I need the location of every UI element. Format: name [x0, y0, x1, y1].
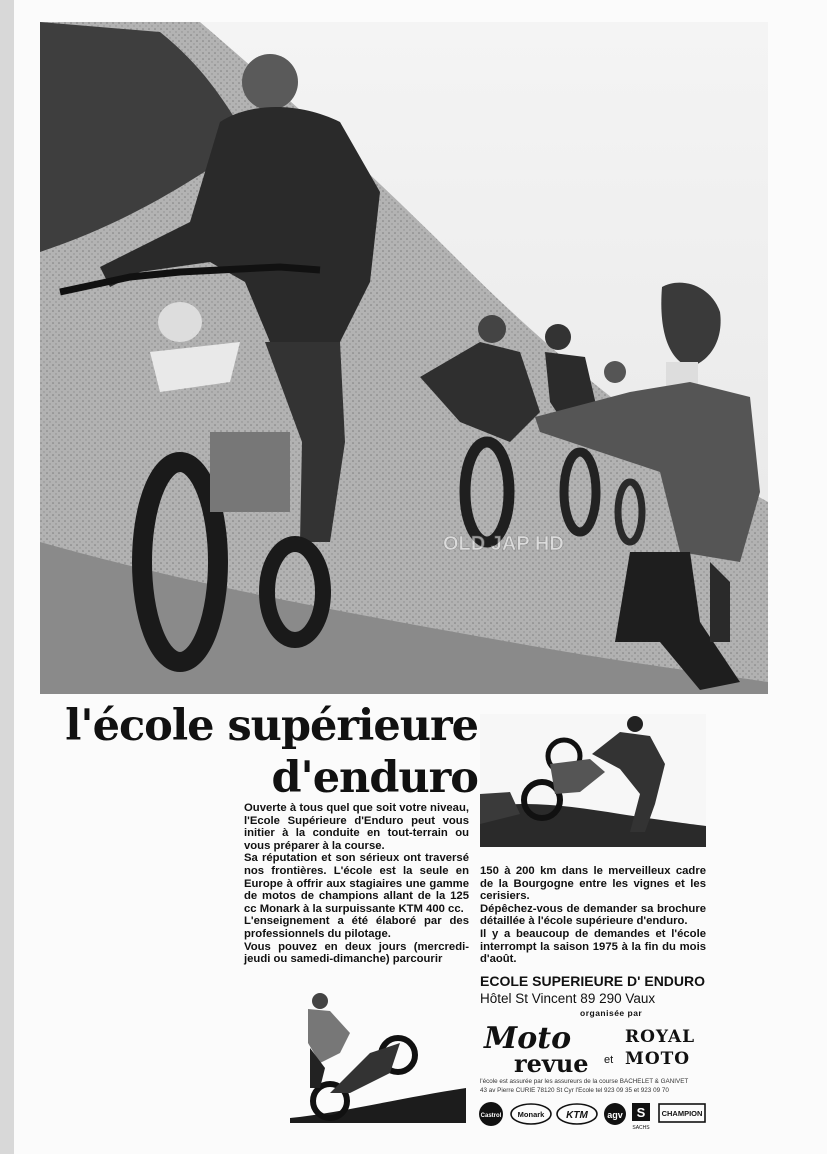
headline-line-2: d'enduro	[271, 753, 478, 803]
svg-text:agv: agv	[607, 1110, 623, 1120]
svg-text:OLD JAP HD: OLD JAP HD	[443, 533, 564, 555]
champion-logo	[659, 1104, 705, 1122]
paragraph: 150 à 200 km dans le merveilleux cadre de la Bourgogne entre les vignes et les cerisiers.	[480, 865, 706, 903]
sachs-logo	[632, 1103, 650, 1130]
royal-moto-logo	[625, 1026, 695, 1070]
sponsor-logos	[479, 1100, 707, 1130]
castrol-logo	[479, 1102, 503, 1126]
fine-print-line-1: l'école est assurée par les assureurs de la course BACHELET & GANIVET	[480, 1078, 689, 1085]
agv-logo	[604, 1103, 626, 1125]
main-photo-enduro-riders	[40, 22, 768, 694]
svg-text:KTM: KTM	[566, 1110, 588, 1121]
svg-text:revue: revue	[514, 1049, 589, 1078]
svg-text:Monark: Monark	[517, 1110, 545, 1119]
paragraph: L'enseignement a été élaboré par des professionnels du pilotage.	[244, 915, 469, 940]
photo-rider-mound	[480, 714, 706, 847]
headline	[38, 700, 478, 804]
paragraph: Vous pouvez en deux jours (mercredi-jeudi ou samedi-dimanche) parcourir	[244, 940, 469, 966]
svg-text:CHAMPION: CHAMPION	[661, 1109, 703, 1118]
royal-label: ROYAL	[625, 1027, 696, 1047]
school-address: Hôtel St Vincent 89 290 Vaux	[480, 991, 656, 1006]
and-label: et	[604, 1054, 614, 1066]
svg-text:Castrol: Castrol	[480, 1113, 502, 1119]
paragraph: Sa réputation et son sérieux ont traversé nos frontières. L'école est la seule en Europe à offrir aux stagiaires une gamme de motos de champions allant de la 125 cc Monark à la surpuissante KTM 400 cc.	[244, 852, 469, 915]
royal-moto-label: MOTO	[625, 1049, 691, 1069]
insurance-fine-print	[480, 1077, 710, 1095]
school-name: ECOLE SUPERIEURE D' ENDURO	[480, 973, 706, 989]
photo-wheelie-rider	[290, 993, 466, 1123]
body-text-right-column	[480, 865, 706, 966]
paragraph: Il y a beaucoup de demandes et l'école interrompt la saison 1975 à la fin du mois d'août.	[480, 927, 706, 966]
watermark-logo	[443, 533, 564, 555]
svg-text:SACHS: SACHS	[632, 1125, 650, 1130]
paragraph: Ouverte à tous quel que soit votre niveau, l'Ecole Supérieure d'Enduro peut vous initier à la conduite en tout-terrain ou vous préparer à la course.	[244, 802, 469, 852]
svg-text:Moto: Moto	[484, 1021, 572, 1056]
headline-line-1: l'école supérieure	[65, 701, 478, 751]
monark-logo	[511, 1104, 551, 1124]
fine-print-line-2: 43 av Pierre CURIE 78120 St Cyr l'Ecole tel 923 09 35 et 923 09 70	[480, 1087, 669, 1094]
body-text-left-column	[244, 802, 469, 966]
moto-revue-logo	[480, 1018, 600, 1078]
organised-by-label: organisée par	[580, 1008, 643, 1018]
page-edge	[0, 0, 14, 1154]
paragraph: Dépêchez-vous de demander sa brochure détaillée à l'école supérieure d'enduro.	[480, 902, 706, 928]
ktm-logo	[557, 1104, 597, 1124]
svg-text:S: S	[636, 1105, 646, 1120]
